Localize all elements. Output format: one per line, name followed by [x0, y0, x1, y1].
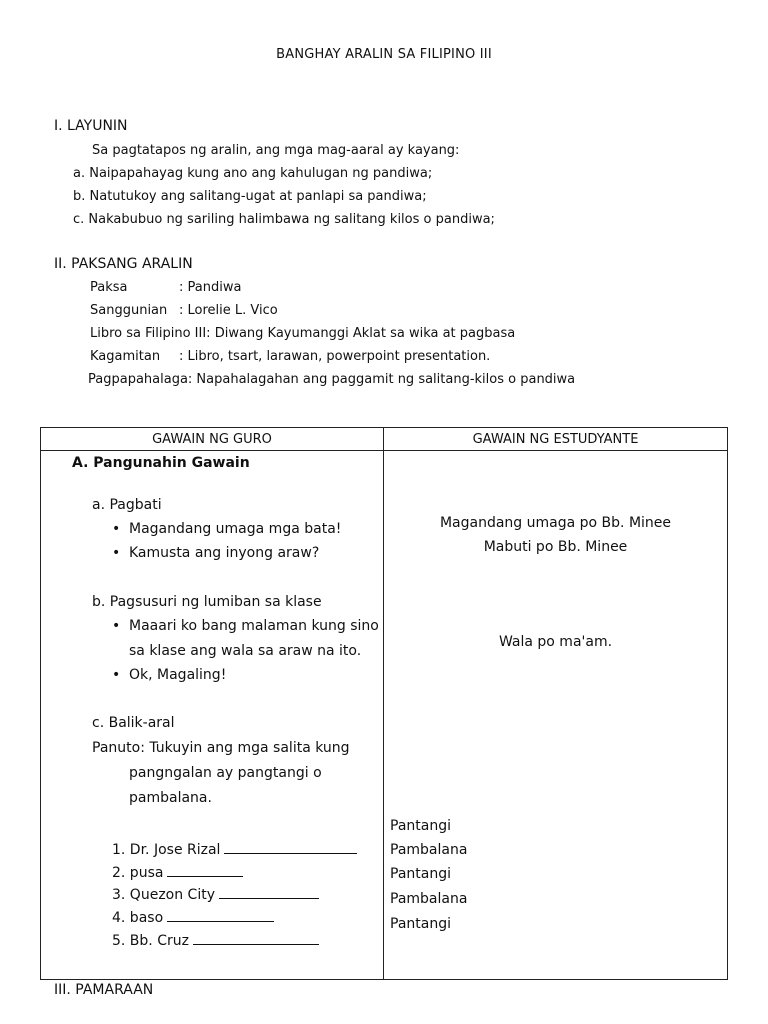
- section-pangunahin-gawain: A. Pangunahin Gawain: [72, 455, 250, 471]
- layunin-item-a: a. Naipapahayag kung ano ang kahulugan ng pandiwa;: [73, 166, 433, 181]
- item-text: 1. Dr. Jose Rizal: [112, 842, 221, 858]
- answer-blank: [167, 907, 274, 922]
- panuto-line-3: pambalana.: [129, 790, 212, 806]
- item-text: 5. Bb. Cruz: [112, 933, 189, 949]
- document-title: BANGHAY ARALIN SA FILIPINO III: [276, 47, 492, 62]
- sanggunian-value: : Lorelie L. Vico: [179, 303, 278, 318]
- section-paksa-heading: II. PAKSANG ARALIN: [54, 256, 193, 272]
- panuto-line-1: Panuto: Tukuyin ang mga salita kung: [92, 740, 350, 756]
- teacher-cell: [41, 451, 384, 980]
- section-pamaraan-heading: III. PAMARAAN: [54, 982, 154, 998]
- student-answer-3: Pantangi: [390, 866, 451, 882]
- paksa-label: Paksa: [90, 280, 128, 295]
- student-cell: [384, 451, 728, 980]
- pagsusuri-bullet-2: • Ok, Magaling!: [129, 667, 226, 683]
- item-text: 2. pusa: [112, 865, 164, 881]
- balik-aral-item-5: [112, 930, 319, 949]
- panuto-line-2: pangngalan ay pangtangi o: [129, 765, 322, 781]
- answer-blank: [193, 930, 319, 945]
- table-body-row: [41, 451, 728, 980]
- student-answer-4: Pambalana: [390, 891, 468, 907]
- pagbati-bullet-1: • Magandang umaga mga bata!: [129, 521, 341, 537]
- section-layunin-heading: I. LAYUNIN: [54, 118, 128, 134]
- balik-aral-item-4: [112, 907, 274, 926]
- pagbati-bullet-2: • Kamusta ang inyong araw?: [129, 545, 319, 561]
- header-gawain-ng-estudyante: GAWAIN NG ESTUDYANTE: [384, 428, 728, 451]
- layunin-intro: Sa pagtatapos ng aralin, ang mga mag-aaral ay kayang:: [92, 143, 460, 158]
- balik-aral-item-3: [112, 884, 319, 903]
- table-header-row: [41, 428, 728, 451]
- answer-blank: [219, 884, 319, 899]
- layunin-item-c: c. Nakabubuo ng sariling halimbawa ng salitang kilos o pandiwa;: [73, 212, 495, 227]
- student-greeting-1: Magandang umaga po Bb. Minee: [439, 515, 672, 531]
- answer-blank: [224, 839, 357, 854]
- pagsusuri-bullet-1-cont: sa klase ang wala sa araw na ito.: [129, 643, 362, 659]
- pagsusuri-label: b. Pagsusuri ng lumiban sa klase: [92, 594, 322, 610]
- student-answer-2: Pambalana: [390, 842, 468, 858]
- sanggunian-label: Sanggunian: [90, 303, 168, 318]
- item-text: 4. baso: [112, 910, 164, 926]
- balik-aral-item-2: [112, 862, 243, 881]
- paksa-value: : Pandiwa: [179, 280, 242, 295]
- pagbati-label: a. Pagbati: [92, 497, 162, 513]
- balik-aral-label: c. Balik-aral: [92, 715, 175, 731]
- student-absent-response: Wala po ma'am.: [498, 634, 613, 650]
- pagpapahalaga-line: Pagpapahalaga: Napahalagahan ang paggamit ng salitang-kilos o pandiwa: [88, 372, 576, 387]
- item-text: 3. Quezon City: [112, 887, 215, 903]
- student-greeting-2: Mabuti po Bb. Minee: [483, 539, 628, 555]
- kagamitan-label: Kagamitan: [90, 349, 161, 364]
- kagamitan-value: : Libro, tsart, larawan, powerpoint presentation.: [179, 349, 491, 364]
- pagsusuri-bullet-1: • Maaari ko bang malaman kung sino: [129, 618, 379, 634]
- student-answer-5: Pantangi: [390, 916, 451, 932]
- answer-blank: [167, 862, 243, 877]
- student-answer-1: Pantangi: [390, 818, 451, 834]
- balik-aral-item-1: [112, 839, 357, 858]
- layunin-item-b: b. Natutukoy ang salitang-ugat at panlapi sa pandiwa;: [73, 189, 427, 204]
- libro-line: Libro sa Filipino III: Diwang Kayumanggi Aklat sa wika at pagbasa: [90, 326, 516, 341]
- header-gawain-ng-guro: GAWAIN NG GURO: [41, 428, 384, 451]
- activity-table: [40, 427, 728, 980]
